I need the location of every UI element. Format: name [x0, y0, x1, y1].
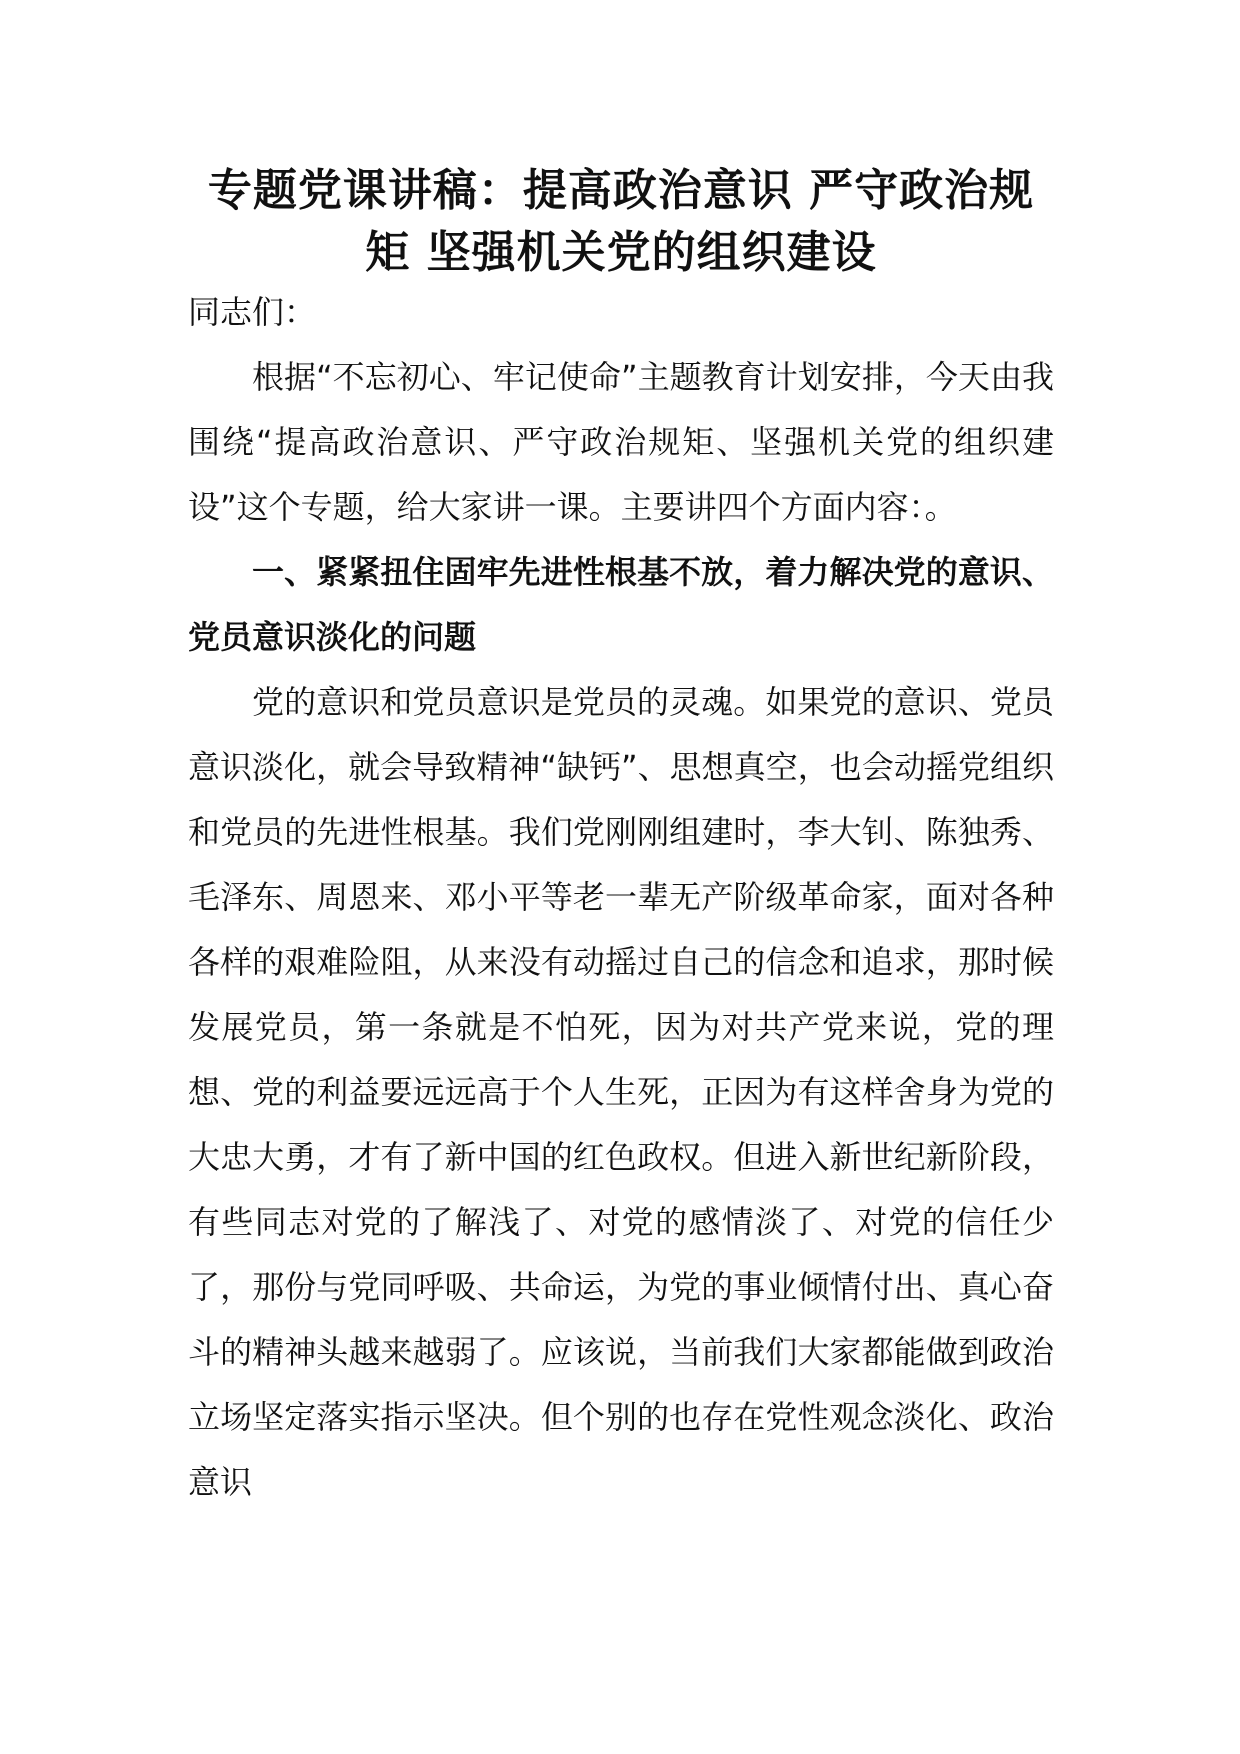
document-title: 专题党课讲稿：提高政治意识 严守政治规矩 坚强机关党的组织建设	[207, 165, 1035, 278]
document-page	[188, 160, 1054, 1515]
intro-paragraph: 根据“不忘初心、牢记使命”主题教育计划安排，今天由我围绕“提高政治意识、严守政治规矩、坚强机关党的组织建设”这个专题，给大家讲一课。主要讲四个方面内容：。	[188, 358, 1054, 526]
salutation: 同志们：	[188, 293, 317, 331]
section-1-heading: 一、紧紧扭住固牢先进性根基不放，着力解决党的意识、党员意识淡化的问题	[188, 553, 1054, 656]
section-1-body: 党的意识和党员意识是党员的灵魂。如果党的意识、党员意识淡化，就会导致精神“缺钙”、思想真空，也会动摇党组织和党员的先进性根基。我们党刚刚组建时，李大钊、陈独秀、毛泽东、周恩来、邓小平等老一辈无产阶级革命家，面对各种各样的艰难险阻，从来没有动摇过自己的信念和追求，那时候发展党员，第一条就是不怕死，因为对共产党来说，党的理想、党的利益要远远高于个人生死，正因为有这样舍身为党的大忠大勇，才有了新中国的红色政权。但进入新世纪新阶段，有些同志对党的了解浅了、对党的感情淡了、对党的信任少了，那份与党同呼吸、共命运，为党的事业倾情付出、真心奋斗的精神头越来越弱了。应该说，当前我们大家都能做到政治立场坚定落实指示坚决。但个别的也存在党性观念淡化、政治意识	[188, 683, 1054, 1501]
